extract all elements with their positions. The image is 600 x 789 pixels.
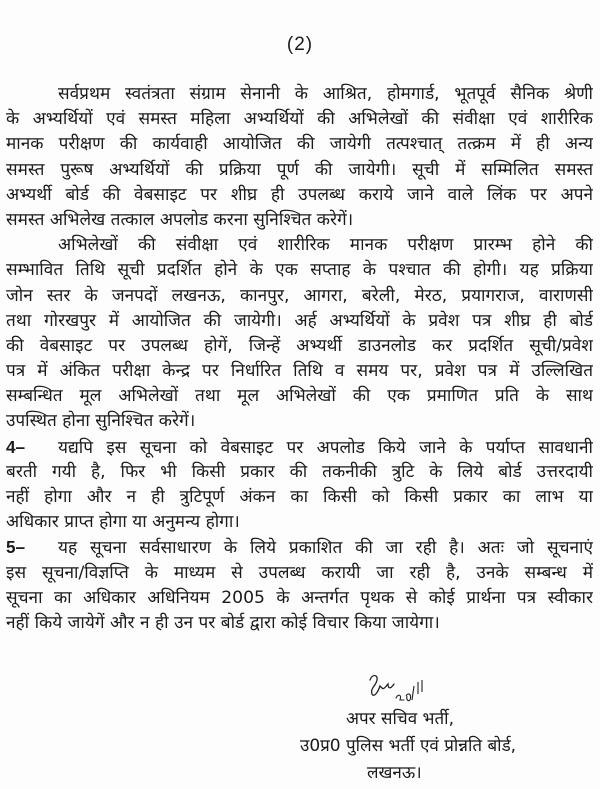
text-line: उपस्थित होना सुनिश्चित करेगें।	[6, 411, 196, 432]
handwritten-signature-icon	[366, 672, 436, 706]
text-line: नहीं होगा और न ही त्रुटिपूर्ण अंकन का किसी को किसी प्रकार का लाभ या	[6, 487, 593, 507]
text-line: सूचना का अधिकार अधिनियम 2005 के अन्तर्गत पृथक से कोई प्रार्थना पत्र स्वीकार	[6, 587, 593, 608]
text-line: अभ्यर्थी बोर्ड की वेबसाइट पर शीघ्र ही उपलब्ध कराये जाने वाले लिंक पर अपने	[6, 184, 593, 205]
text-line: की वेबसाइट पर उपलब्ध होगें, जिन्हें अभ्यर्थी डाउनलोड कर प्रदर्शित सूची/प्रवेश	[6, 335, 593, 356]
signatory-designation: अपर सचिव भर्ती,	[346, 709, 454, 729]
page-number: (2)	[286, 34, 314, 55]
text-line: अभिलेखों की संवीक्षा एवं शारीरिक मानक परीक्षण प्रारम्भ होने की	[58, 235, 593, 256]
point-text: यह सूचना सर्वसाधारण के लिये प्रकाशित की जा रही है। अतः जो सूचनाएं	[58, 538, 593, 559]
text-line: सम्भावित तिथि सूची प्रदर्शित होने के एक सप्ताह के पश्चात की होगी। यह प्रक्रिया	[6, 260, 593, 281]
text-line: जोन स्तर के जनपदों लखनऊ, कानपुर, आगरा, बरेली, मेरठ, प्रयागराज, वाराणसी	[6, 285, 593, 306]
text-line: तथा गोरखपुर में आयोजित की जायेगी। अर्ह अभ्यर्थियों के प्रवेश पत्र शीघ्र ही बोर्ड	[6, 310, 593, 331]
text-line: मानक परीक्षण की कार्यवाही आयोजित की जायेगी तत्पश्चात् तत्क्रम में ही अन्य	[6, 134, 593, 155]
text-line: सर्वप्रथम स्वतंत्रता संग्राम सेनानी के आश्रित, होमगार्ड, भूतपूर्व सैनिक श्रेणी	[58, 84, 593, 104]
text-line: बरती गयी है, फिर भी किसी प्रकार की तकनीकी त्रुटि के लिये बोर्ड उत्तरदायी	[6, 461, 593, 482]
text-line: नहीं किये जायेगें और न ही उन पर बोर्ड द्वारा कोई विचार किया जायेगा।	[6, 612, 440, 633]
text-line: समस्त पुरूष अभ्यर्थियों की प्रक्रिया पूर्ण की जायेगी। सूची में सम्मिलित समस्त	[6, 159, 593, 180]
point-number: 5–	[6, 537, 26, 558]
point-number: 4–	[6, 436, 26, 457]
signatory-organization: उ0प्र0 पुलिस भर्ती एवं प्रोन्नति बोर्ड,	[300, 736, 517, 756]
point-5	[6, 535, 593, 636]
signatory-city: लखनऊ।	[367, 763, 422, 783]
paragraph-1	[6, 82, 593, 233]
text-line: इस सूचना/विज्ञप्ति के माध्यम से उपलब्ध करायी जा रही है, उनके सम्बन्ध में	[6, 562, 593, 583]
text-line	[6, 435, 593, 460]
text-line: अधिकार प्राप्त होगा या अनुमन्य होगा।	[6, 512, 240, 533]
signature-block	[0, 672, 600, 789]
point-4	[6, 435, 593, 536]
text-line: सम्बन्धित मूल अभिलेखों तथा मूल अभिलेखों की एक प्रमाणित प्रति के साथ	[6, 386, 593, 407]
document-body	[6, 82, 593, 636]
text-line: के अभ्यर्थियों एवं समस्त महिला अभ्यर्थियों की अभिलेखों की संवीक्षा एवं शारीरिक	[6, 109, 593, 130]
point-text: यद्यपि इस सूचना को वेबसाइट पर अपलोड किये जाने के पर्याप्त सावधानी	[58, 437, 593, 458]
text-line: समस्त अभिलेख तत्काल अपलोड करना सुनिश्चित करेगें।	[6, 209, 354, 230]
paragraph-2	[6, 233, 593, 435]
text-line	[6, 535, 593, 560]
text-line: पत्र में अंकित परीक्षा केन्द्र पर निर्धारित तिथि व समय पर, प्रवेश पत्र में उल्लिखित	[6, 361, 593, 382]
